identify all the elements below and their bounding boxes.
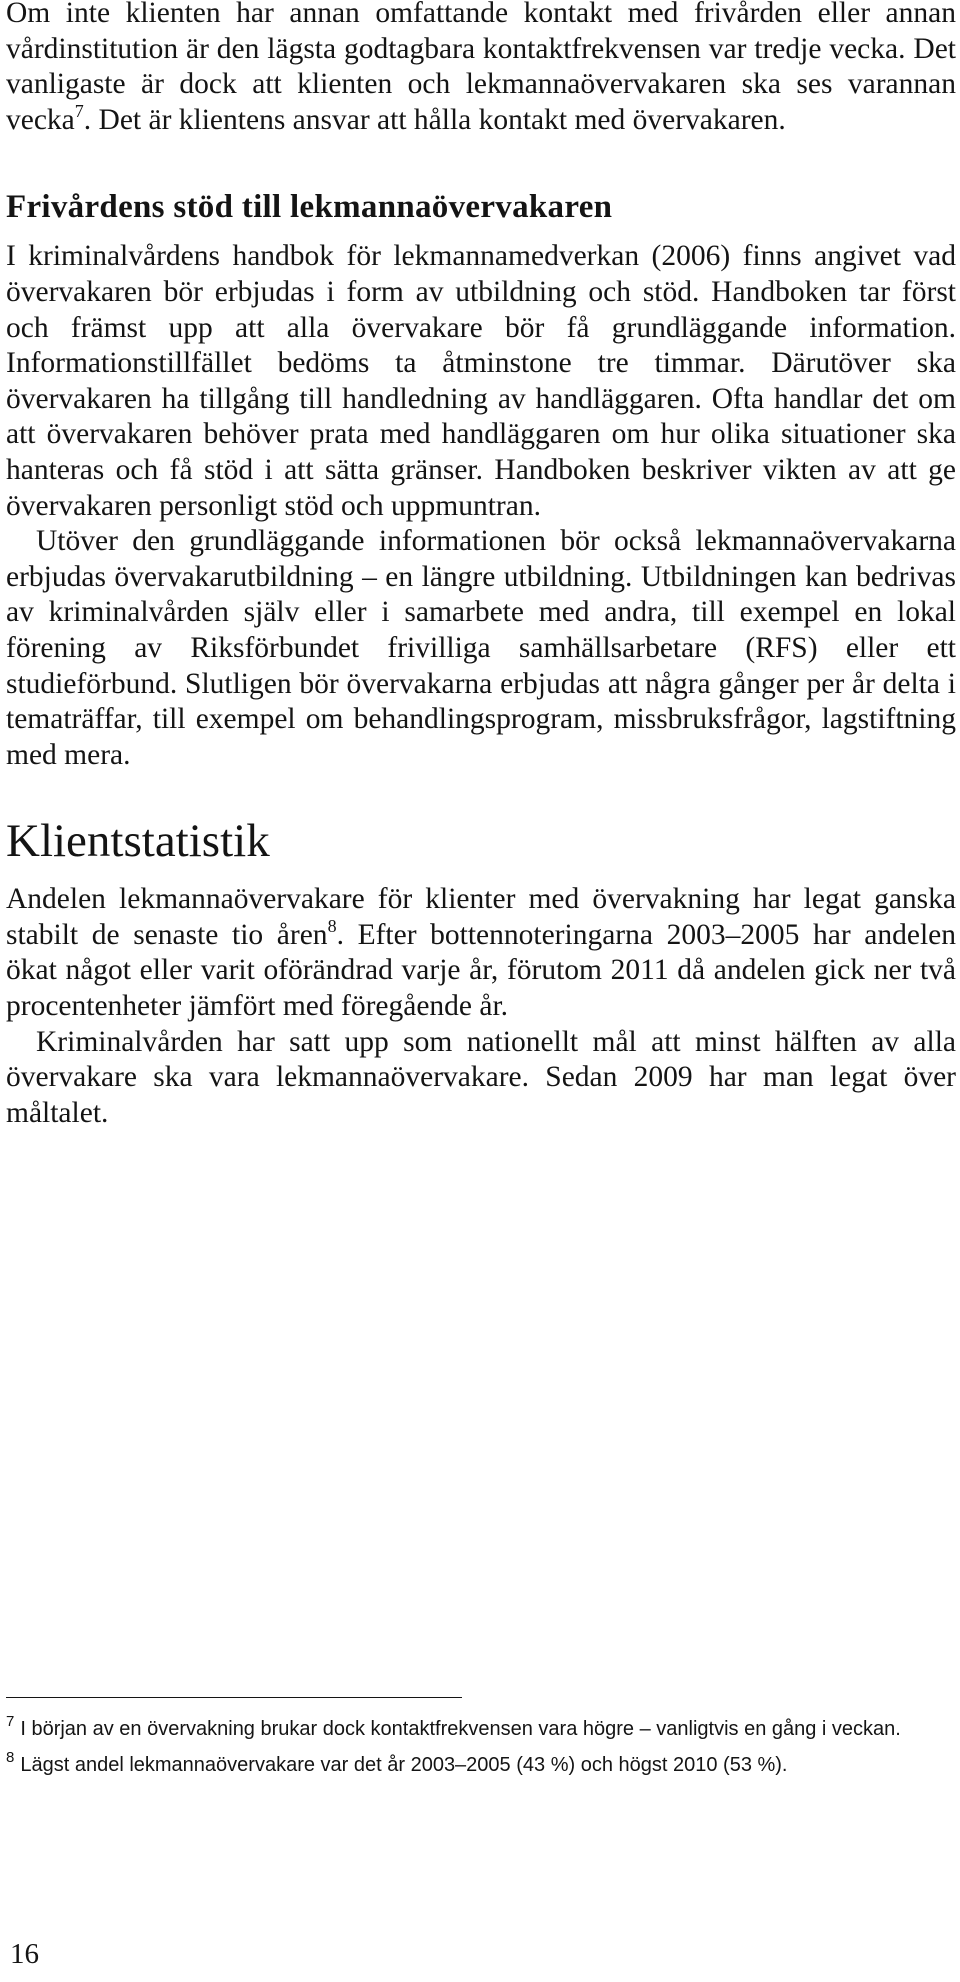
document-page [6, 0, 956, 1131]
footnote-7 [6, 1714, 946, 1744]
section1-paragraph-2: Utöver den grundläggande informationen bör också lekmannaövervakarna erbjudas övervakarutbildning – en längre utbildning. Utbildningen kan bedrivas av kriminalvården själv eller i samarbete med andra, till exempel en lokal förening av Riksförbundet frivilliga samhällsarbetare (RFS) eller ett studieförbund. Slutligen bör övervakarna erbjudas att några gånger per år delta i tematräffar, till exempel om behandlingsprogram, missbruksfrågor, lagstiftning med mera. [6, 525, 956, 771]
footnote-mark: 7 [6, 1713, 15, 1730]
section2-paragraph-2: Kriminalvården har satt upp som nationellt mål att minst hälften av alla övervakare ska vara lekmannaövervakare. Sedan 2009 har man legat över måltalet. [6, 1025, 956, 1129]
footnote-text: Lägst andel lekmannaövervakare var det år 2003–2005 (43 %) och högst 2010 (53 %). [20, 1754, 788, 1776]
page-number: 16 [10, 1938, 39, 1970]
section-heading-klientstatistik: Klientstatistik [6, 815, 270, 868]
footnote-ref-7[interactable]: 7 [74, 100, 84, 121]
intro-paragraph: Om inte klienten har annan omfattande kontakt med frivården eller annan vårdinstitution är den lägsta godtagbara kontaktfrekvensen var tredje vecka. Det vanligaste är dock att klienten och lekmannaövervakaren ska ses varannan vecka$^7$. Det är klientens ansvar att hålla kontakt med övervakaren. [6, 0, 956, 136]
footnote-ref-8[interactable]: 8 [327, 915, 337, 936]
footnote-mark: 8 [6, 1749, 15, 1766]
footnotes [6, 1714, 946, 1786]
section1-paragraph-1: I kriminalvårdens handbok för lekmannamedverkan (2006) finns angivet vad övervakaren bör erbjudas i form av utbildning och stöd. Handboken tar först och främst upp att alla övervakare bör få grundläggande information. Informationstillfället bedöms ta åtminstone tre timmar. Därutöver ska övervakaren ha tillgång till handledning av handläggaren. Ofta handlar det om att övervakaren behöver prata med handläggaren om hur olika situationer ska hanteras och få stöd i att sätta gränser. Handboken beskriver vikten av att ge övervakaren personligt stöd och uppmuntran. [6, 240, 956, 522]
footnote-8 [6, 1750, 946, 1780]
footnote-divider [6, 1697, 462, 1698]
footnote-text: I början av en övervakning brukar dock kontaktfrekvensen vara högre – vanligtvis en gång i veckan. [20, 1718, 901, 1740]
section-heading-frivardens-stod: Frivårdens stöd till lekmannaövervakaren [6, 189, 613, 226]
section2-paragraph-1: Andelen lekmannaövervakare för klienter med övervakning har legat ganska stabilt de senaste tio åren$^8$. Efter bottennoteringarna 2003–2005 har andelen ökat något eller varit oförändrad varje år, förutom 2011 då andelen gick ner två procentenheter jämfört med föregående år. [6, 883, 956, 1023]
